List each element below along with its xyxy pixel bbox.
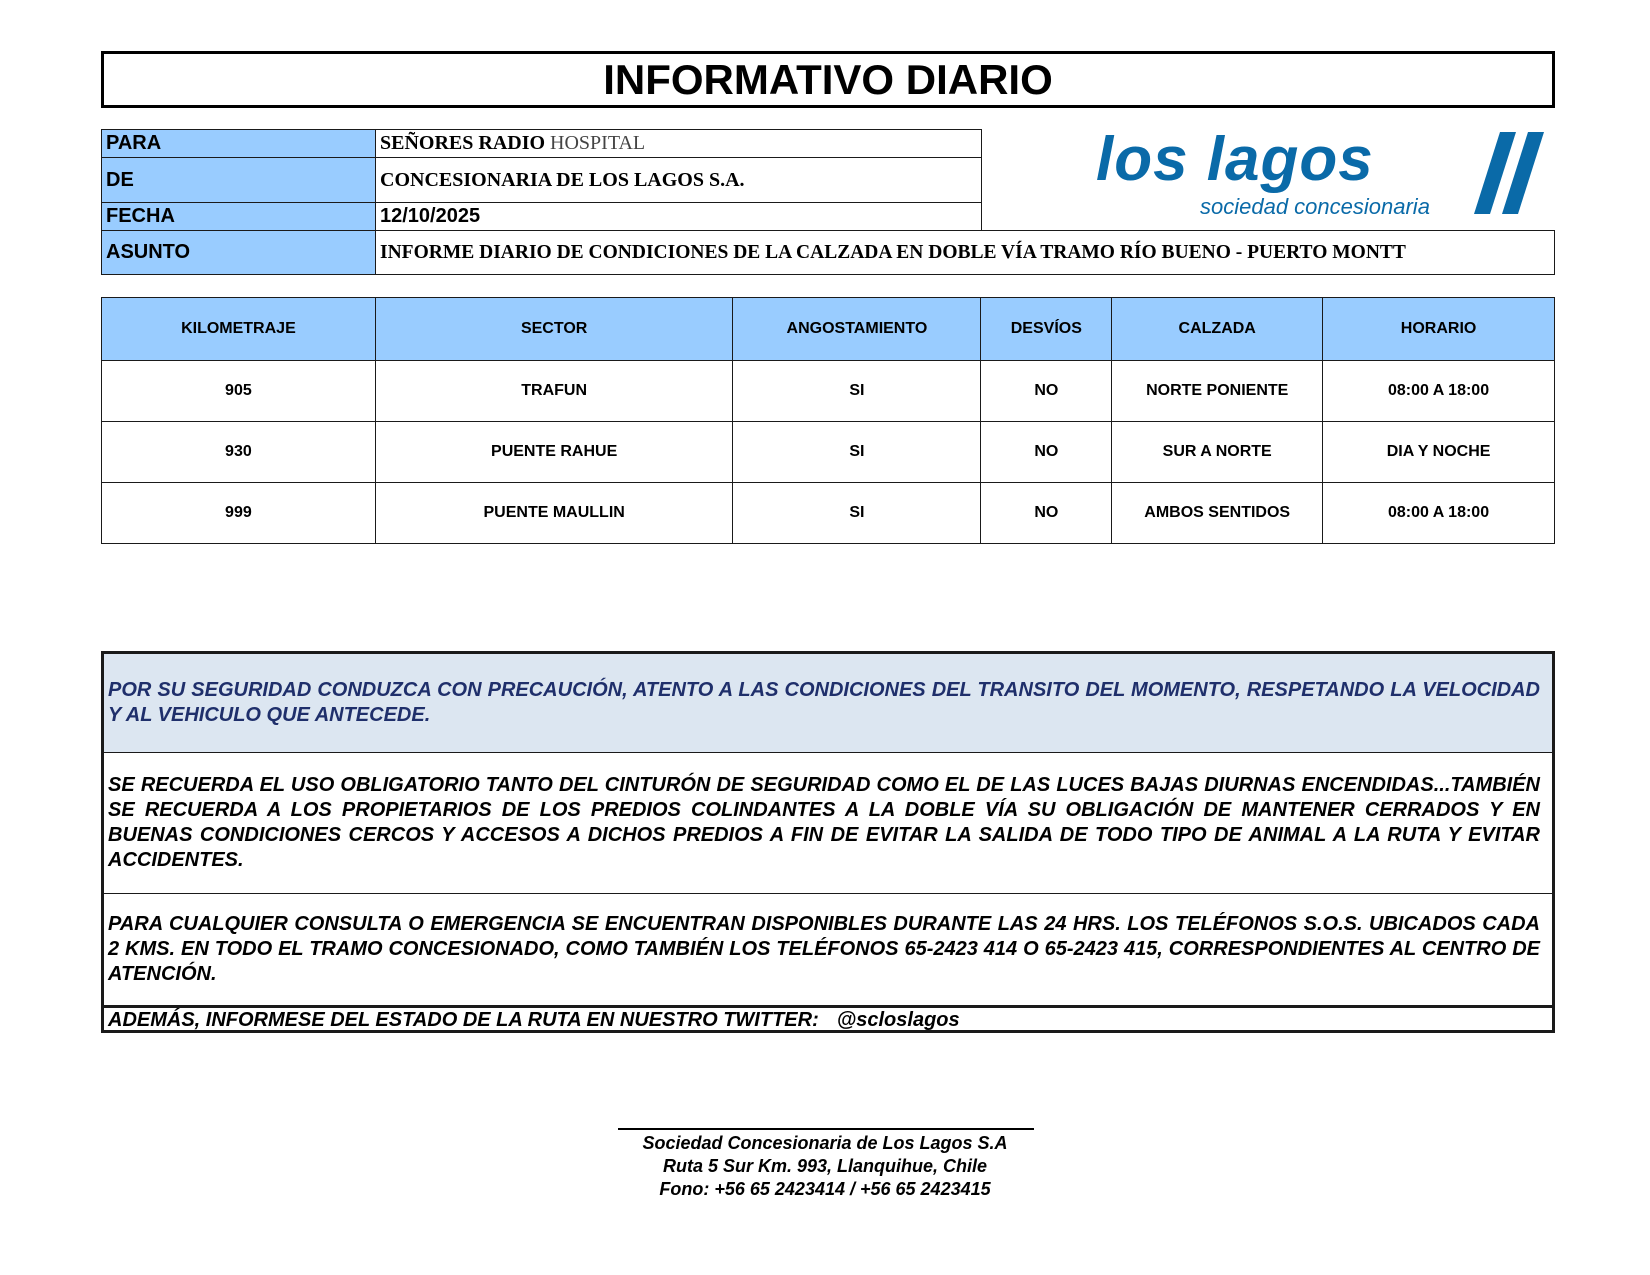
cell-sector: TRAFUN <box>375 361 733 422</box>
cell-calzada: NORTE PONIENTE <box>1112 361 1323 422</box>
table-row <box>102 361 1555 422</box>
col-header-calzada: CALZADA <box>1112 298 1323 361</box>
asunto-row <box>101 230 1555 275</box>
de-value: CONCESIONARIA DE LOS LAGOS S.A. <box>376 158 982 203</box>
safety-notice-text: POR SU SEGURIDAD CONDUZCA CON PRECAUCIÓN, ATENTO A LAS CONDICIONES DEL TRANSITO DEL MOMENTO, RESPETANDO LA VELOCIDAD Y AL VEHICULO QUE ANTECEDE. <box>108 679 1540 726</box>
para-value <box>376 130 982 158</box>
logo-wordmark: los lagos <box>1096 128 1374 194</box>
asunto-label: ASUNTO <box>102 231 376 274</box>
twitter-handle[interactable]: @scloslagos <box>836 1009 960 1031</box>
asunto-value: INFORME DIARIO DE CONDICIONES DE LA CALZADA EN DOBLE VÍA TRAMO RÍO BUENO - PUERTO MONTT <box>380 241 1406 263</box>
title-box <box>101 51 1555 108</box>
col-header-angostamiento: ANGOSTAMIENTO <box>733 298 981 361</box>
col-header-kilometraje: KILOMETRAJE <box>102 298 376 361</box>
footer-phone: Fono: +56 65 2423414 / +56 65 2423415 <box>659 1179 991 1199</box>
fecha-value: 12/10/2025 <box>376 203 982 231</box>
footer-company: Sociedad Concesionaria de Los Lagos S.A <box>642 1133 1008 1153</box>
cell-sector: PUENTE MAULLIN <box>375 483 733 544</box>
road-conditions-table <box>101 297 1555 544</box>
para-label: PARA <box>102 130 376 158</box>
cell-horario: 08:00 A 18:00 <box>1323 361 1555 422</box>
para-value-name: HOSPITAL <box>550 132 646 154</box>
twitter-notice <box>104 1008 1552 1033</box>
col-header-sector: SECTOR <box>375 298 733 361</box>
footer <box>560 1132 1090 1201</box>
reminder-notice-text: SE RECUERDA EL USO OBLIGATORIO TANTO DEL CINTURÓN DE SEGURIDAD COMO EL DE LAS LUCES BAJAS DIURNAS ENCENDIDAS...TAMBIÉN SE RECUERDA A LOS PROPIETARIOS DE LOS PREDIOS COLINDANTES A LA DOBLE VÍA SU OBLIGACIÓN DE MANTENER CERRADOS Y EN BUENAS CONDICIONES CERCOS Y ACCESOS A DICHOS PREDIOS A FIN DE EVITAR LA SALIDA DE TODO TIPO DE ANIMAL A LA RUTA Y EVITAR ACCIDENTES. <box>108 774 1540 871</box>
cell-desvios: NO <box>981 483 1112 544</box>
de-row <box>102 158 982 203</box>
table-row <box>102 422 1555 483</box>
logo-tagline: sociedad concesionaria <box>1200 194 1430 219</box>
fecha-row <box>102 203 982 231</box>
col-header-desvios: DESVÍOS <box>981 298 1112 361</box>
logo-graphic <box>1090 128 1552 223</box>
safety-notice <box>104 654 1552 753</box>
cell-desvios: NO <box>981 361 1112 422</box>
cell-horario: DIA Y NOCHE <box>1323 422 1555 483</box>
los-lagos-logo <box>1090 128 1552 223</box>
col-header-horario: HORARIO <box>1323 298 1555 361</box>
document-title: INFORMATIVO DIARIO <box>603 55 1053 103</box>
cell-desvios: NO <box>981 422 1112 483</box>
contact-notice-text: PARA CUALQUIER CONSULTA O EMERGENCIA SE ENCUENTRAN DISPONIBLES DURANTE LAS 24 HRS. LOS TELÉFONOS S.O.S. UBICADOS CADA 2 KMS. EN TODO EL TRAMO CONCESIONADO, COMO TAMBIÉN LOS TELÉFONOS 65-2423 414 O 65-2423 415, CORRESPONDIENTES AL CENTRO DE ATENCIÓN. <box>108 913 1540 985</box>
reminder-notice <box>104 753 1552 894</box>
cell-sector: PUENTE RAHUE <box>375 422 733 483</box>
para-row <box>102 130 982 158</box>
cell-calzada: AMBOS SENTIDOS <box>1112 483 1323 544</box>
cell-kilometraje: 999 <box>102 483 376 544</box>
para-value-prefix: SEÑORES RADIO <box>380 132 551 154</box>
cell-calzada: SUR A NORTE <box>1112 422 1323 483</box>
de-label: DE <box>102 158 376 203</box>
cell-kilometraje: 905 <box>102 361 376 422</box>
signature-line <box>618 1128 1034 1130</box>
cell-horario: 08:00 A 18:00 <box>1323 483 1555 544</box>
cell-kilometraje: 930 <box>102 422 376 483</box>
twitter-notice-text: ADEMÁS, INFORMESE DEL ESTADO DE LA RUTA EN NUESTRO TWITTER: <box>108 1009 819 1031</box>
fecha-label: FECHA <box>102 203 376 231</box>
table-header-row <box>102 298 1555 361</box>
notices-box <box>101 651 1555 1033</box>
contact-notice <box>104 894 1552 1008</box>
cell-angostamiento: SI <box>733 422 981 483</box>
header-info-table <box>101 129 982 231</box>
cell-angostamiento: SI <box>733 361 981 422</box>
table-row <box>102 483 1555 544</box>
footer-address: Ruta 5 Sur Km. 993, Llanquihue, Chile <box>662 1156 988 1176</box>
cell-angostamiento: SI <box>733 483 981 544</box>
